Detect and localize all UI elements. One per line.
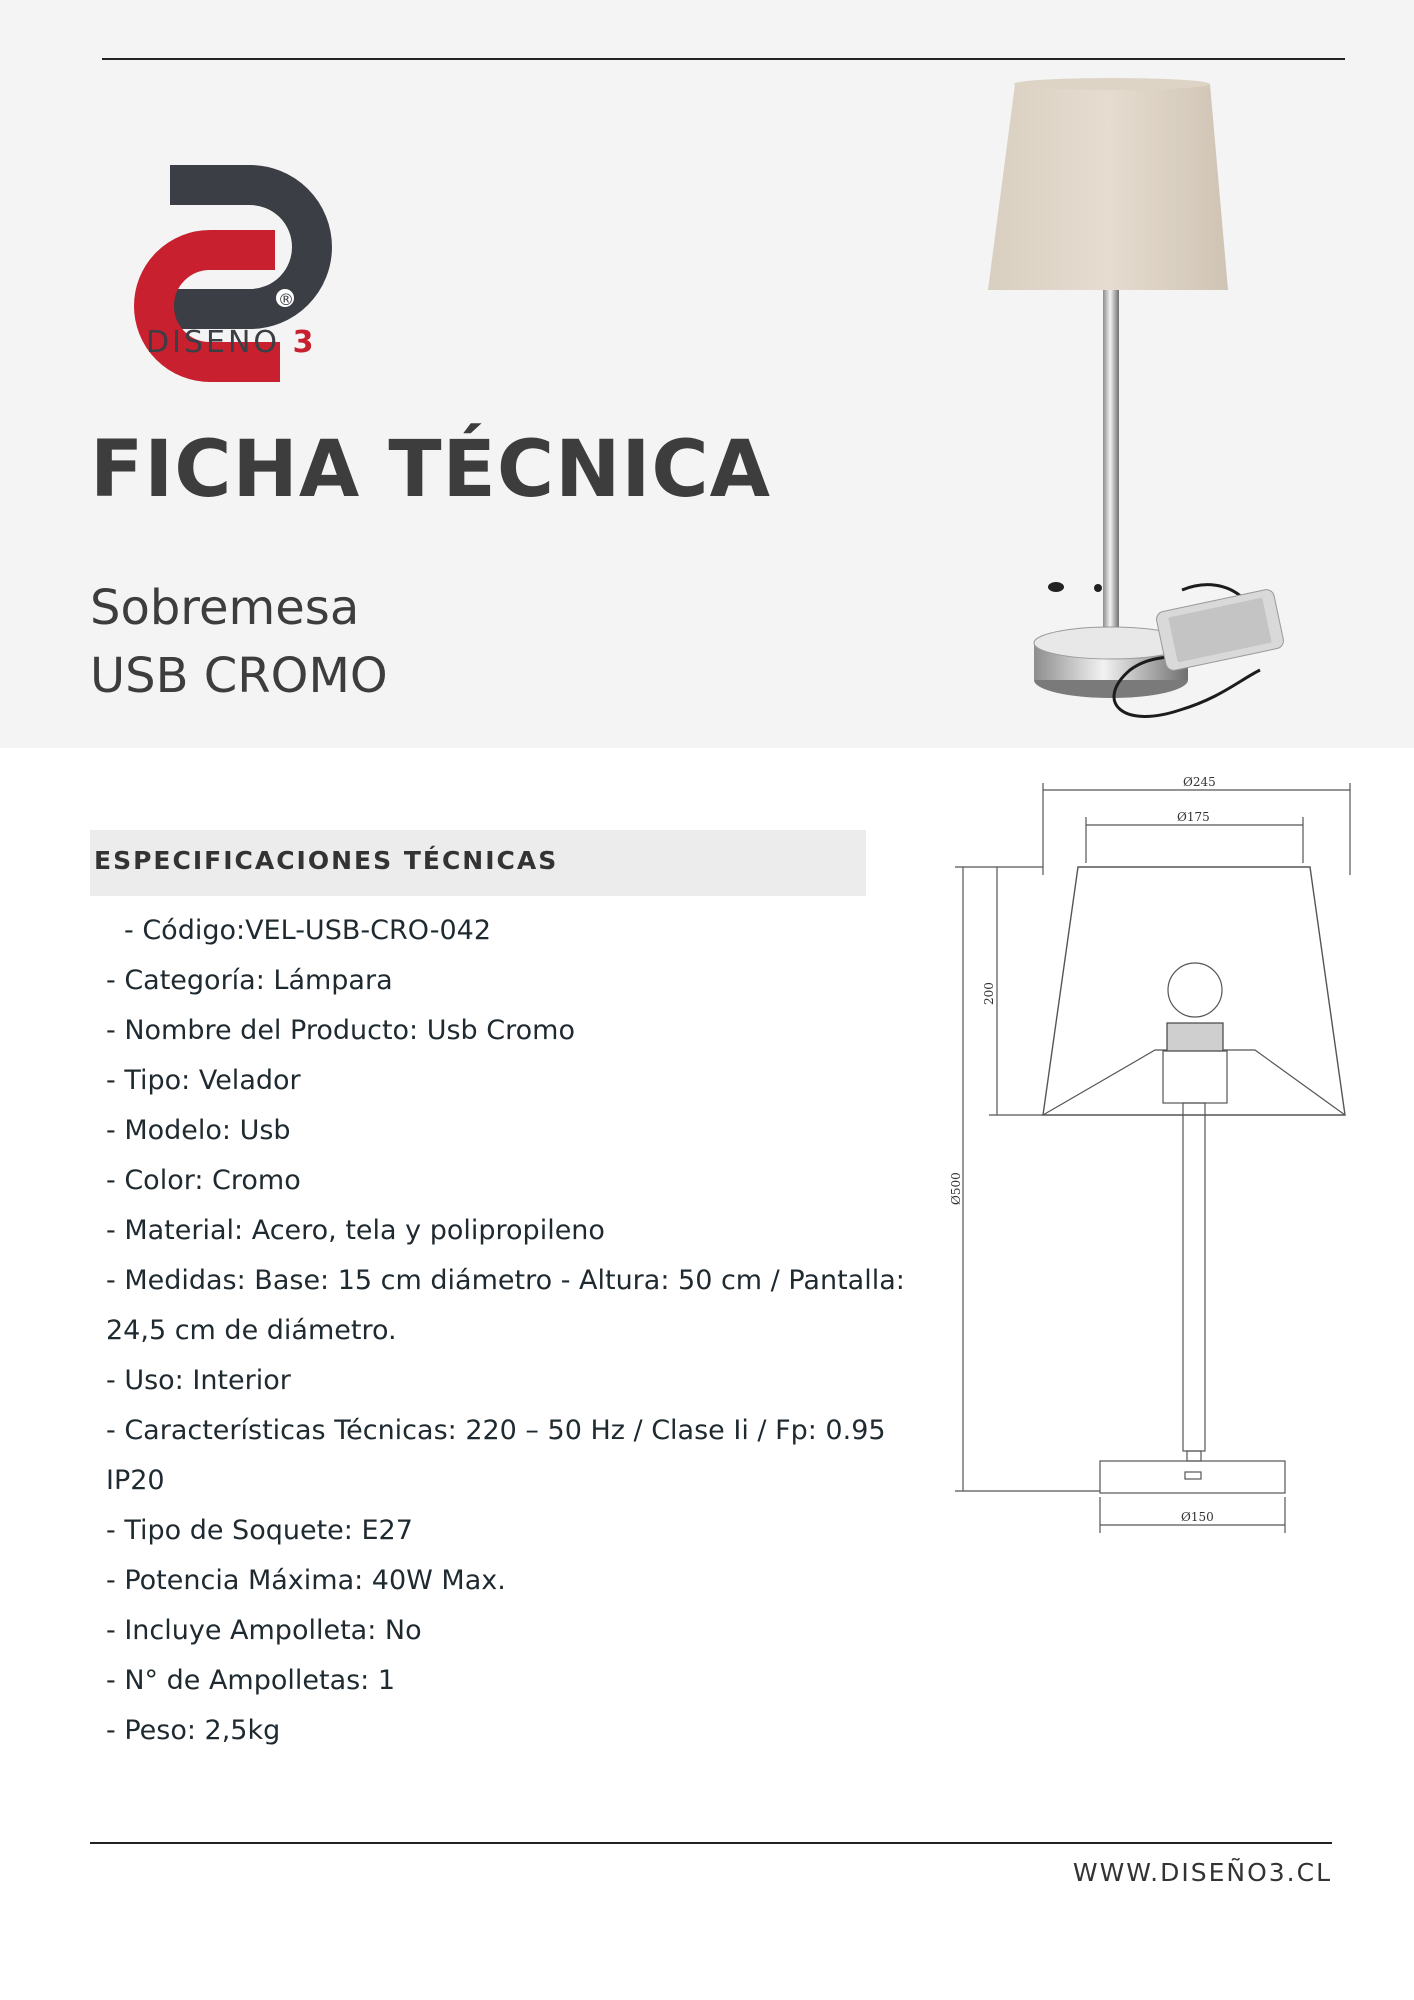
spec-item: - Uso: Interior [106,1365,291,1396]
brand-name [146,325,316,360]
brand-word: DISEÑO [146,325,281,360]
spec-item: - N° de Ampolletas: 1 [106,1665,396,1696]
spec-item: - Peso: 2,5kg [106,1715,281,1746]
brand-number: 3 [292,325,317,360]
bottom-divider [90,1842,1332,1844]
smartphone [1155,588,1285,672]
dim-shade-height: 200 [982,982,996,1005]
base-outline [1100,1461,1285,1493]
product-line-1: Sobremesa [90,580,360,636]
bulb-outline [1168,963,1222,1017]
spec-item: - Material: Acero, tela y polipropileno [106,1215,605,1246]
spec-item: - Categoría: Lámpara [106,965,393,996]
website-link[interactable]: WWW.DISEÑO3.CL [1072,1858,1332,1887]
dim-shade-top: Ø245 [1183,775,1216,789]
top-divider [102,58,1345,60]
dim-shade-inner: Ø175 [1177,810,1210,824]
technical-drawing [949,775,1355,1540]
dim-total-height: Ø500 [949,1172,963,1205]
spec-item: - Tipo: Velador [106,1065,301,1096]
spec-item: - Tipo de Soquete: E27 [106,1515,413,1546]
dim-base: Ø150 [1181,1510,1214,1524]
specs-heading-bar [90,830,866,896]
spec-list [90,906,930,1756]
spec-item: - Nombre del Producto: Usb Cromo [106,1015,575,1046]
spec-item: - Incluye Ampolleta: No [106,1615,422,1646]
stem-outline [1183,1103,1205,1451]
page-title: FICHA TÉCNICA [90,425,771,515]
lamp-stem [1103,290,1119,635]
spec-item: - Código:VEL-USB-CRO-042 [124,915,491,946]
spec-item: - Color: Cromo [106,1165,301,1196]
product-line-2: USB CROMO [90,648,388,704]
lamp-shade [988,84,1228,290]
shade-outline [1043,867,1345,1115]
spec-item: - Modelo: Usb [106,1115,291,1146]
product-photo [960,70,1320,720]
spec-item: - Potencia Máxima: 40W Max. [106,1565,506,1596]
specs-heading: ESPECIFICACIONES TÉCNICAS [94,846,559,875]
spec-item: - Características Técnicas: 220 – 50 Hz / Clase Ii / Fp: 0.95 IP20 [106,1415,886,1496]
registered-mark: ® [278,290,294,309]
spec-item: - Medidas: Base: 15 cm diámetro - Altura: 50 cm / Pantalla: 24,5 cm de diámetro. [106,1265,905,1346]
